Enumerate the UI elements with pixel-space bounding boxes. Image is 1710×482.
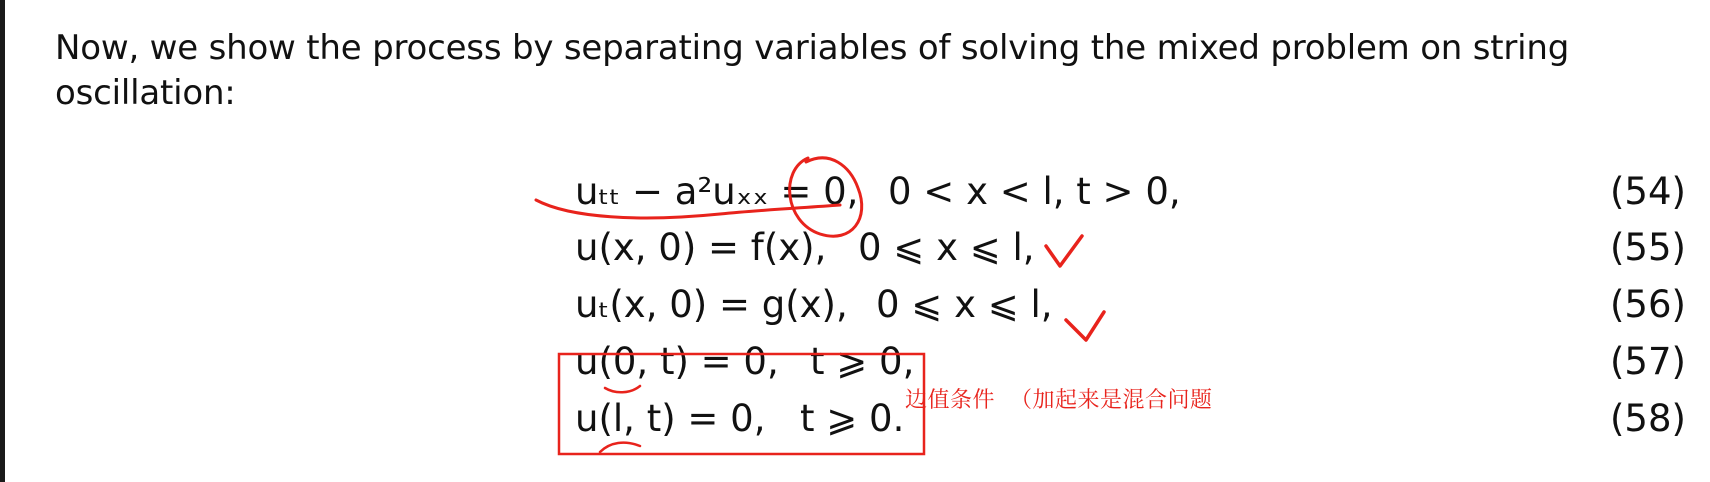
equation-number: (56)	[1610, 283, 1686, 326]
equation-condition: t ⩾ 0.	[800, 397, 905, 440]
equation-number: (54)	[1610, 170, 1686, 213]
equation-condition: 0 ⩽ x ⩽ l,	[876, 283, 1053, 326]
equation-lhs: uₜₜ − a²uₓₓ = 0,	[575, 170, 859, 213]
intro-paragraph: Now, we show the process by separating variables of solving the mixed problem on string oscillation:	[55, 28, 1570, 113]
equation-number: (57)	[1610, 340, 1686, 383]
equation-condition: t ⩾ 0,	[810, 340, 915, 383]
equation-number: (55)	[1610, 226, 1686, 269]
equation-lhs: u(x, 0) = f(x),	[575, 226, 827, 269]
equation-row-55	[0, 226, 1710, 278]
equation-row-54	[0, 170, 1710, 222]
equation-lhs: u(l, t) = 0,	[575, 397, 766, 440]
equation-row-58	[0, 397, 1710, 449]
equation-row-57	[0, 340, 1710, 392]
equation-condition: 0 < x < l, t > 0,	[888, 170, 1181, 213]
equation-row-56	[0, 283, 1710, 335]
equation-lhs: u(0, t) = 0,	[575, 340, 779, 383]
boundary-condition-annotation: 边值条件 （加起来是混合问题	[905, 388, 1213, 413]
equation-lhs: uₜ(x, 0) = g(x),	[575, 283, 848, 326]
equation-condition: 0 ⩽ x ⩽ l,	[858, 226, 1035, 269]
equation-number: (58)	[1610, 397, 1686, 440]
